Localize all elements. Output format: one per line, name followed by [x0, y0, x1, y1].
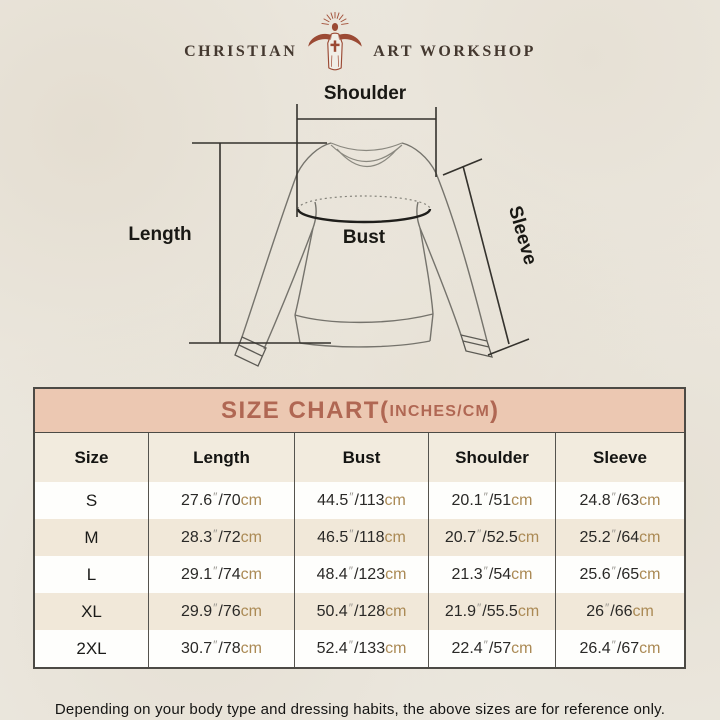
- inch-value: 21.9: [444, 602, 476, 620]
- bust-value: [294, 630, 428, 667]
- separator: /: [616, 491, 622, 509]
- inch-mark: ″: [213, 637, 218, 652]
- length-value: [148, 556, 294, 593]
- shoulder-value: [428, 556, 555, 593]
- table-row-m: [35, 519, 684, 556]
- cm-unit: cm: [385, 565, 407, 583]
- cm-value: 113: [359, 491, 385, 509]
- column-header-sleeve: Sleeve: [555, 433, 684, 482]
- inch-value: 26.4: [579, 639, 611, 657]
- separator: /: [218, 639, 223, 657]
- inch-value: 29.1: [181, 565, 213, 583]
- separator: /: [610, 602, 615, 620]
- cm-unit: cm: [632, 602, 654, 620]
- sweater-measurement-diagram: [0, 78, 720, 393]
- cm-value: 52.5: [486, 528, 518, 546]
- brand-header: [0, 12, 720, 72]
- cm-unit: cm: [639, 639, 661, 657]
- shoulder-value: [428, 482, 555, 519]
- inch-mark: ″: [213, 600, 218, 615]
- inch-mark: ″: [611, 526, 616, 541]
- cm-value: 63: [621, 491, 640, 509]
- inch-mark: ″: [349, 489, 354, 504]
- length-value: [148, 482, 294, 519]
- separator: /: [488, 491, 494, 509]
- inch-value: 27.6: [181, 491, 213, 509]
- inch-mark: ″: [611, 563, 616, 578]
- jesus-logo-icon: [304, 12, 366, 72]
- cm-unit: cm: [511, 565, 533, 583]
- cm-value: 128: [358, 602, 386, 620]
- table-row-2xl: [35, 630, 684, 667]
- title-unit: INCHES/CM: [389, 403, 491, 420]
- inch-mark: ″: [611, 489, 616, 504]
- cm-value: 51: [493, 491, 512, 509]
- sleeve-value: [555, 593, 684, 630]
- table-row-l: [35, 556, 684, 593]
- title-close: ): [490, 396, 499, 424]
- cm-unit: cm: [385, 602, 407, 620]
- separator: /: [488, 639, 494, 657]
- inch-mark: ″: [348, 563, 353, 578]
- cm-value: 133: [358, 639, 386, 657]
- column-header-shoulder: Shoulder: [428, 433, 555, 482]
- inch-value: 29.9: [181, 602, 213, 620]
- cm-value: 72: [222, 528, 241, 546]
- inch-value: 25.6: [579, 565, 611, 583]
- inch-mark: ″: [611, 637, 616, 652]
- cm-value: 67: [621, 639, 640, 657]
- cm-unit: cm: [517, 602, 540, 620]
- size-chart-title-band: [35, 389, 684, 433]
- separator: /: [218, 565, 223, 583]
- sleeve-value: [555, 630, 684, 667]
- brand-name-right: ART WORKSHOP: [373, 43, 536, 60]
- cm-value: 118: [359, 528, 385, 546]
- table-row-xl: [35, 593, 684, 630]
- shoulder-value: [428, 630, 555, 667]
- cm-value: 64: [621, 528, 640, 546]
- separator: /: [353, 639, 359, 657]
- inch-value: 26: [586, 602, 604, 620]
- title-main: SIZE CHART(: [220, 396, 390, 424]
- separator: /: [218, 528, 223, 546]
- cm-value: 57: [493, 639, 512, 657]
- cm-unit: cm: [385, 639, 407, 657]
- inch-mark: ″: [348, 600, 353, 615]
- inch-mark: ″: [476, 526, 482, 541]
- length-value: [148, 630, 294, 667]
- inch-value: 48.4: [316, 565, 348, 583]
- shoulder-value: [428, 593, 555, 630]
- separator: /: [482, 528, 487, 546]
- bust-value: [294, 556, 428, 593]
- separator: /: [218, 491, 223, 509]
- length-label: Length: [128, 224, 192, 245]
- size-value: M: [84, 527, 99, 547]
- separator: /: [353, 565, 359, 583]
- sleeve-value: [555, 519, 684, 556]
- bust-label: Bust: [342, 227, 386, 248]
- table-header-row: [35, 433, 684, 482]
- separator: /: [616, 639, 622, 657]
- table-row-s: [35, 482, 684, 519]
- inch-value: 30.7: [181, 639, 213, 657]
- length-value: [148, 519, 294, 556]
- inch-value: 24.8: [579, 491, 611, 509]
- brand-name-left: CHRISTIAN: [184, 43, 298, 60]
- inch-mark: ″: [213, 563, 218, 578]
- separator: /: [482, 602, 487, 620]
- cm-value: 65: [621, 565, 640, 583]
- cm-unit: cm: [511, 491, 533, 509]
- cm-unit: cm: [240, 639, 262, 657]
- cm-unit: cm: [639, 491, 661, 509]
- bust-value: [294, 482, 428, 519]
- cm-value: 76: [222, 602, 241, 620]
- separator: /: [354, 528, 359, 546]
- sweater-collar: [331, 143, 402, 167]
- shoulder-label: Shoulder: [323, 83, 407, 104]
- inch-mark: ″: [483, 637, 488, 652]
- inch-mark: ″: [476, 600, 482, 615]
- length-value: [148, 593, 294, 630]
- inch-mark: ″: [348, 637, 353, 652]
- inch-mark: ″: [213, 489, 218, 504]
- separator: /: [616, 528, 622, 546]
- inch-mark: ″: [349, 526, 354, 541]
- cm-unit: cm: [639, 528, 661, 546]
- separator: /: [353, 602, 359, 620]
- size-value: L: [86, 564, 97, 584]
- size-value: XL: [81, 601, 102, 621]
- cm-unit: cm: [639, 565, 661, 583]
- inch-value: 52.4: [316, 639, 348, 657]
- bust-value: [294, 519, 428, 556]
- reference-note: Depending on your body type and dressing habits, the above sizes are for reference only.: [54, 701, 666, 718]
- inch-value: 22.4: [451, 639, 483, 657]
- separator: /: [488, 565, 494, 583]
- sleeve-label: Sleeve: [503, 203, 541, 268]
- inch-value: 25.2: [579, 528, 611, 546]
- separator: /: [354, 491, 359, 509]
- inch-mark: ″: [483, 489, 488, 504]
- inch-mark: ″: [604, 600, 610, 615]
- sweater-cuffs: [235, 335, 492, 366]
- cm-unit: cm: [384, 491, 406, 509]
- inch-mark: ″: [213, 526, 218, 541]
- inch-value: 46.5: [317, 528, 349, 546]
- sleeve-value: [555, 482, 684, 519]
- cm-value: 123: [358, 565, 386, 583]
- column-header-length: Length: [148, 433, 294, 482]
- cm-unit: cm: [511, 639, 533, 657]
- size-value: S: [85, 490, 98, 510]
- cm-unit: cm: [240, 491, 262, 509]
- column-header-bust: Bust: [294, 433, 428, 482]
- inch-value: 28.3: [181, 528, 213, 546]
- cm-value: 78: [222, 639, 241, 657]
- column-header-size: Size: [74, 447, 109, 467]
- inch-value: 20.7: [444, 528, 476, 546]
- cm-value: 66: [614, 602, 633, 620]
- cm-value: 70: [222, 491, 241, 509]
- bust-line-back: [298, 196, 430, 209]
- cm-unit: cm: [384, 528, 406, 546]
- sleeve-value: [555, 556, 684, 593]
- size-chart-table: [33, 387, 686, 669]
- inch-value: 21.3: [451, 565, 483, 583]
- cm-unit: cm: [240, 528, 262, 546]
- cm-unit: cm: [240, 565, 262, 583]
- inch-value: 44.5: [317, 491, 349, 509]
- cm-unit: cm: [517, 528, 540, 546]
- cm-unit: cm: [240, 602, 262, 620]
- separator: /: [218, 602, 223, 620]
- shoulder-value: [428, 519, 555, 556]
- bust-line-front: [298, 209, 430, 222]
- cm-value: 55.5: [486, 602, 518, 620]
- cm-value: 74: [222, 565, 241, 583]
- inch-value: 50.4: [316, 602, 348, 620]
- cm-value: 54: [493, 565, 512, 583]
- inch-mark: ″: [483, 563, 488, 578]
- separator: /: [616, 565, 622, 583]
- size-value: 2XL: [76, 638, 107, 658]
- inch-value: 20.1: [451, 491, 483, 509]
- bust-value: [294, 593, 428, 630]
